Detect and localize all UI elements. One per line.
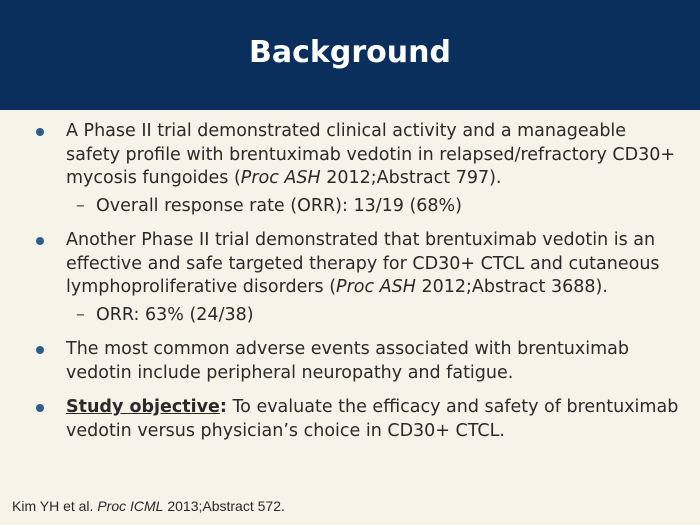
footnote-detail: 2013;Abstract 572. xyxy=(163,498,285,514)
bullet-item-phase2-ctcl xyxy=(34,229,684,327)
bullet-item-adverse-events xyxy=(34,338,684,385)
citation-detail: 2012;Abstract 3688). xyxy=(415,277,608,297)
dash-icon: – xyxy=(76,304,85,325)
bullet-item-study-objective xyxy=(34,396,684,443)
sub-bullet-orr xyxy=(66,304,684,328)
footnote-authors: Kim YH et al. xyxy=(12,498,98,514)
sub-bullet-text: ORR: 63% (24/38) xyxy=(96,304,254,325)
bullet-item-phase2-mf xyxy=(34,120,684,218)
footnote-citation xyxy=(12,498,285,514)
bullet-text: The most common adverse events associated with brentuximab vedotin include peripheral neuropathy and fatigue. xyxy=(66,339,629,383)
bullet-dot-icon xyxy=(36,128,44,136)
study-objective-label: Study objective xyxy=(66,397,220,417)
citation-detail: 2012;Abstract 797). xyxy=(320,168,502,188)
bullet-text: A Phase II trial demonstrated clinical activity and a manageable safety profile with brentuximab vedotin in relapsed/refractory CD30+ mycosis fungoides ( xyxy=(66,121,676,188)
bullet-dot-icon xyxy=(36,237,44,245)
page-title: Background xyxy=(249,34,451,70)
bullet-text: Another Phase II trial demonstrated that brentuximab vedotin is an effective and safe targeted therapy for CD30+ CTCL and cutaneous lymphoproliferative disorders ( xyxy=(66,230,660,297)
bullet-list xyxy=(34,120,684,454)
sub-bullet-text: Overall response rate (ORR): 13/19 (68%) xyxy=(96,195,463,216)
sub-bullet-orr xyxy=(66,195,684,219)
footnote-journal: Proc ICML xyxy=(97,498,164,514)
bullet-text: To evaluate the efficacy and safety of brentuximab vedotin versus physician’s choice in CD30+ CTCL. xyxy=(66,397,679,441)
citation-journal: Proc ASH xyxy=(240,168,321,188)
dash-icon: – xyxy=(76,195,85,216)
bullet-dot-icon xyxy=(36,346,44,354)
header-banner xyxy=(0,0,700,110)
bullet-dot-icon xyxy=(36,404,44,412)
citation-journal: Proc ASH xyxy=(336,277,416,297)
colon: : xyxy=(219,397,227,417)
